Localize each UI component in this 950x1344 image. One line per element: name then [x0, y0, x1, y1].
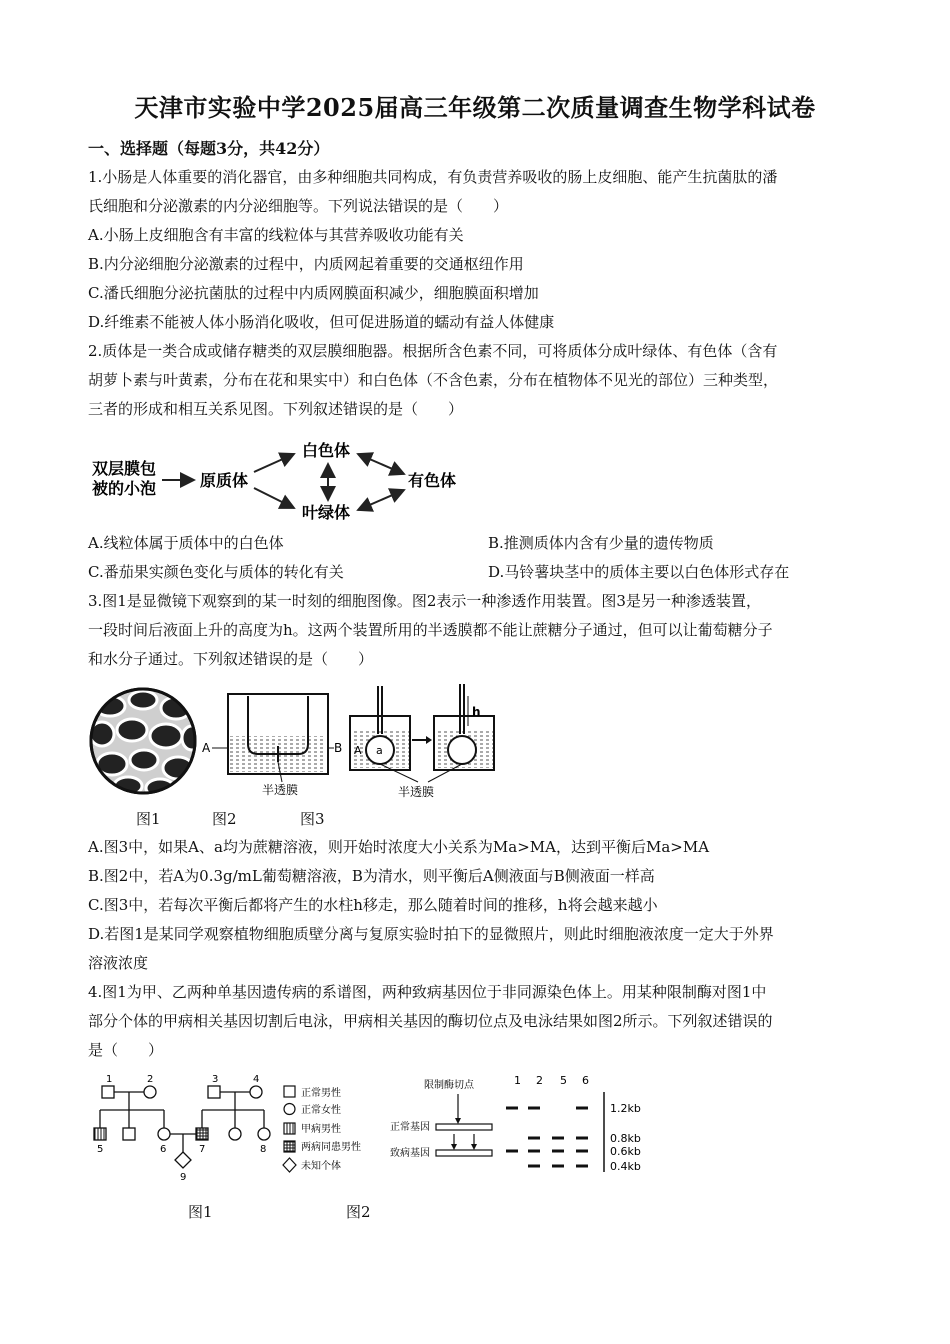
- q2-option-d: D.马铃薯块茎中的质体主要以白色体形式存在: [488, 563, 790, 581]
- vesicle-label-line1: 双层膜包: [92, 459, 157, 478]
- membrane-label-fig2: 半透膜: [262, 783, 299, 797]
- ped-num-2: 2: [147, 1074, 154, 1085]
- ped-num-8: 8: [260, 1144, 267, 1155]
- size-0-6kb: 0.6kb: [610, 1145, 641, 1158]
- q1-stem-line1: 1.小肠是人体重要的消化器官，由多种细胞共同构成，有负责营养吸收的肠上皮细胞、能产生抗菌肽的潘: [88, 168, 778, 186]
- q3-option-b: B.图2中，若A为0.3g/mL葡萄糖溶液，B为清水，则平衡后A侧液面与B侧液面一样高: [88, 867, 655, 885]
- section-heading: 一、选择题（每题3分，共42分）: [88, 139, 330, 158]
- label-a: a: [376, 744, 383, 757]
- q1-option-c: C.潘氏细胞分泌抗菌肽的过程中内质网膜面积减少，细胞膜面积增加: [88, 284, 539, 302]
- q3-u-tube-figure: [200, 690, 350, 800]
- q2-option-c: C.番茄果实颜色变化与质体的转化有关: [88, 563, 344, 581]
- q3-stem-line1: 3.图1是显微镜下观察到的某一时刻的细胞图像。图2表示一种渗透作用装置。图3是另一种渗透装置，: [88, 592, 761, 610]
- q2-option-b: B.推测质体内含有少量的遗传物质: [488, 534, 714, 552]
- q2-stem-line1: 2.质体是一类合成或储存糖类的双层膜细胞器。根据所含色素不同，可将质体分成叶绿体、有色体（含有: [88, 342, 778, 360]
- q2-option-a: A.线粒体属于质体中的白色体: [88, 534, 284, 552]
- q3-stem-line2: 一段时间后液面上升的高度为h。这两个装置所用的半透膜都不能让蔗糖分子通过，但可以让葡萄糖分子: [88, 621, 773, 639]
- size-0-4kb: 0.4kb: [610, 1160, 641, 1173]
- q3-caption-fig1: 图1: [136, 810, 161, 828]
- q3-osmometer-figure: [348, 682, 498, 800]
- lane-label-5: 5: [560, 1074, 567, 1087]
- q1-stem-line2: 氏细胞和分泌激素的内分泌细胞等。下列说法错误的是（ ）: [88, 197, 509, 215]
- plastid-conversion-diagram: [88, 436, 478, 526]
- q3-caption-fig3: 图3: [300, 810, 325, 828]
- label-A: A: [202, 741, 211, 755]
- q3-option-d-line1: D.若图1是某同学观察植物细胞质壁分离与复原实验时拍下的显微照片，则此时细胞液浓度一定大于外界: [88, 925, 774, 943]
- q4-stem-line2: 部分个体的甲病相关基因切割后电泳，甲病相关基因的酶切位点及电泳结果如图2所示。下列叙述错误的: [88, 1012, 773, 1030]
- normal-gene-label: 正常基因: [390, 1122, 430, 1133]
- ped-num-1: 1: [106, 1074, 113, 1085]
- legend-disease-a-male: 甲病男性: [301, 1124, 341, 1135]
- q3-caption-fig2: 图2: [212, 810, 237, 828]
- membrane-label-fig3: 半透膜: [398, 785, 435, 799]
- lane-label-6: 6: [582, 1074, 589, 1087]
- legend-normal-female: 正常女性: [301, 1105, 341, 1116]
- ped-num-3: 3: [212, 1074, 219, 1085]
- ped-num-9: 9: [180, 1172, 187, 1183]
- q3-option-c: C.图3中，若每次平衡后都将产生的水柱h移走，那么随着时间的推移，h将会越来越小: [88, 896, 658, 914]
- q2-stem-line3: 三者的形成和相互关系见图。下列叙述错误的是（ ）: [88, 400, 464, 418]
- q1-option-b: B.内分泌细胞分泌激素的过程中，内质网起着重要的交通枢纽作用: [88, 255, 524, 273]
- chloroplast-label: 叶绿体: [302, 503, 351, 522]
- lane-label-2: 2: [536, 1074, 543, 1087]
- vesicle-label-line2: 被的小泡: [92, 479, 157, 498]
- label-B: B: [334, 741, 343, 755]
- q1-option-d: D.纤维素不能被人体小肠消化吸收，但可促进肠道的蠕动有益人体健康: [88, 313, 555, 331]
- ped-num-6: 6: [160, 1144, 167, 1155]
- ped-num-5: 5: [97, 1144, 104, 1155]
- legend-unknown-individual: 未知个体: [301, 1161, 341, 1172]
- ped-num-7: 7: [199, 1144, 206, 1155]
- q4-pedigree-figure: [88, 1072, 388, 1190]
- lane-label-1: 1: [514, 1074, 521, 1087]
- leucoplast-label: 白色体: [302, 441, 351, 460]
- q4-stem-line3: 是（ ）: [88, 1041, 164, 1059]
- ped-num-4: 4: [253, 1074, 260, 1085]
- disease-gene-label: 致病基因: [390, 1148, 430, 1159]
- q4-caption-fig2: 图2: [346, 1203, 371, 1221]
- label-A-fig3: A: [354, 744, 362, 757]
- page-title: 天津市实验中学2025届高三年级第二次质量调查生物学科试卷: [134, 93, 816, 122]
- enzyme-site-label: 限制酶切点: [424, 1080, 474, 1091]
- proplastid-label: 原质体: [200, 471, 249, 490]
- q2-stem-line2: 胡萝卜素与叶黄素，分布在花和果实中）和白色体（不含色素，分布在植物体不见光的部位）三种类型，: [88, 371, 779, 389]
- q3-option-a: A.图3中，如果A、a均为蔗糖溶液，则开始时浓度大小关系为Ma>MA，达到平衡后Ma>MA: [88, 838, 710, 856]
- q4-stem-line1: 4.图1为甲、乙两种单基因遗传病的系谱图，两种致病基因位于非同源染色体上。用某种限制酶对图1中: [88, 983, 767, 1001]
- legend-normal-male: 正常男性: [301, 1088, 341, 1099]
- legend-both-disease-male: 两病同患男性: [301, 1142, 361, 1153]
- chromoplast-label: 有色体: [408, 471, 457, 490]
- q1-option-a: A.小肠上皮细胞含有丰富的线粒体与其营养吸收功能有关: [88, 226, 464, 244]
- q4-caption-fig1: 图1: [188, 1203, 213, 1221]
- q3-option-d-line2: 溶液浓度: [88, 954, 149, 972]
- label-h: h: [472, 705, 481, 719]
- size-1-2kb: 1.2kb: [610, 1102, 641, 1115]
- q3-micrograph-figure: [88, 686, 198, 796]
- q3-stem-line3: 和水分子通过。下列叙述错误的是（ ）: [88, 650, 374, 668]
- q4-electrophoresis-figure: [388, 1072, 658, 1180]
- size-0-8kb: 0.8kb: [610, 1132, 641, 1145]
